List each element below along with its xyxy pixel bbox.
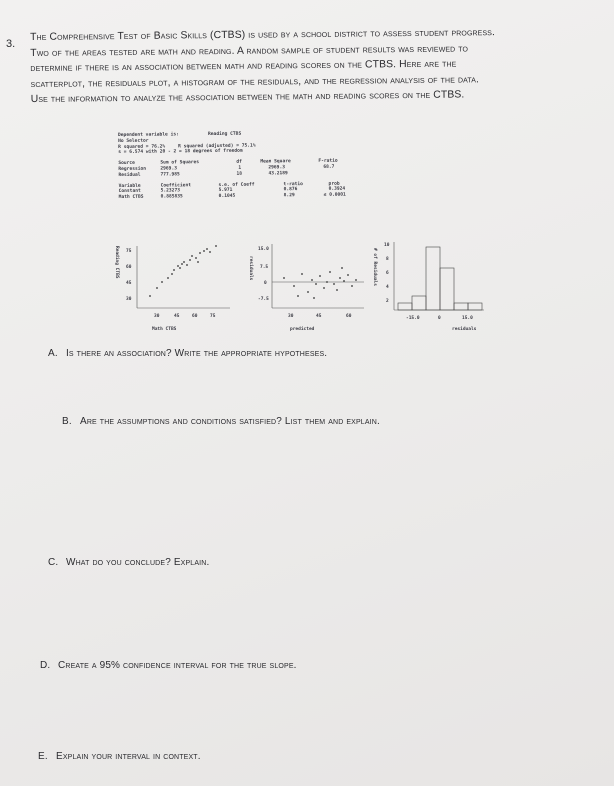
coef-cell: ≤ 0.0001 [323,192,346,199]
coef-cell: 8.29 [283,193,295,199]
histogram-ytick: 8 [386,257,389,262]
residuals-ytick: 0 [264,281,267,286]
r-squared: R squared = 76.2% [118,144,166,150]
scatter-point [149,295,151,297]
coef-cell: 0.876 [283,187,298,193]
problem-line: The Comprehensive Test of Basic Skills (CTBS) is used by a school district to assess student progress. [30,27,496,43]
coef-header: t-ratio [283,181,303,187]
scatter-ytick: 45 [126,281,132,286]
dependent-variable-value: Reading CTBS [207,131,242,138]
scatter-point [195,257,197,259]
residual-point [297,295,299,297]
scatter-ytick: 30 [126,297,132,302]
s-line: s = 6.574 with 20 - 2 = 18 degrees of freedom [118,149,243,156]
question-letter: A. [48,348,58,359]
anova-cell: 777.985 [160,172,180,178]
r-squared-adjusted: R squared (adjusted) = 75.1% [178,143,256,149]
anova-cell: Residual [118,172,141,178]
problem-line: determine if there is an association between math and reading scores on the CTBS. Here are the [30,58,457,75]
question-letter: B. [62,416,72,427]
residual-point [351,285,353,287]
question-letter: C. [48,557,59,568]
residual-point [307,291,309,293]
question-text: Explain your interval in context. [56,751,201,762]
residuals-ytick: 7.5 [260,265,269,270]
residual-point [311,279,313,281]
residual-point [319,275,321,277]
anova-header: Sum of Squares [160,160,200,166]
problem-line: Two of the areas tested are math and reading. A random sample of student results was reviewed to [30,43,469,59]
anova-header: Mean Square [260,159,291,165]
histogram-bar [398,303,412,310]
residual-point [333,283,335,285]
regression-output [118,130,379,201]
residual-point [326,281,328,283]
residual-point [341,267,343,269]
residual-point [329,271,331,273]
scatter-point [203,250,205,252]
coef-header: prob [328,181,340,187]
histogram-ytick: 2 [386,299,389,304]
residual-point [315,283,317,285]
question-text: Create a 95% confidence interval for the true slope. [58,660,297,671]
coef-cell: 0.1045 [218,193,236,200]
coef-cell: 5.971 [218,188,233,194]
scatter-point [186,264,188,266]
scatter-point [181,263,183,265]
residual-point [336,289,338,291]
scatter-point [161,281,163,283]
scatter-point [167,277,169,279]
residuals-ylabel: residuals [248,256,253,281]
question-e [38,751,201,762]
residuals-xtick: 45 [316,314,322,319]
coef-cell: Math CTBS [118,194,144,201]
anova-cell: Regression [118,166,147,172]
scatter-point [179,267,181,269]
anova-cell: 1 [238,165,242,171]
histogram-ytick: 10 [384,243,390,248]
scatter-xtick: 60 [192,314,198,319]
scatterplot [114,245,230,332]
scatter-ytick: 75 [126,249,132,254]
anova-cell: 43.2189 [268,171,288,177]
residuals-xtick: 30 [288,314,294,319]
scatter-ylabel: Reading CTBS [114,246,119,279]
scatter-point [171,273,173,275]
scatter-ytick: 60 [126,265,132,270]
histogram-bar [468,303,482,310]
selector-line: No Selector [118,138,149,144]
coef-cell: 0.885835 [160,194,183,200]
scatter-xtick: 75 [210,314,216,319]
scatter-point [189,259,191,261]
coef-header: Coefficient [160,182,192,189]
scatter-point [206,248,208,250]
question-c [48,557,209,568]
histogram-bar [426,247,440,310]
histogram-xtick: 0 [438,316,441,321]
histogram-bar [440,268,454,310]
histogram-xtick: -15.0 [406,316,420,321]
problem-line: Use the information to analyze the association between the math and reading scores on the CTBS. [30,89,465,106]
scatter-point [173,269,175,271]
scatter-xtick: 30 [154,314,160,319]
scatter-point [177,265,179,267]
residual-point [339,277,341,279]
anova-cell: 2969.3 [268,165,286,171]
histogram-ylabel: # of Residuals [372,248,377,286]
question-a [48,348,327,359]
histogram-bar [412,296,426,310]
anova-cell: 2969.3 [160,166,178,172]
problem-statement [30,24,606,108]
scatter-point [209,251,211,253]
scatter-point [215,245,217,247]
residual-point [347,274,349,276]
question-b [62,416,380,427]
problem-line: scatterplot, the residuals plot, a histogram of the residuals, and the regression analysis of the data. [30,74,480,90]
anova-cell: 18 [236,171,243,177]
anova-header: Source [118,161,135,167]
residual-point [355,279,357,281]
histogram-ytick: 4 [386,285,389,290]
question-letter: D. [40,660,51,671]
anova-cell: 68.7 [323,164,335,170]
question-text: Is there an association? Write the appropriate hypotheses. [66,348,328,359]
histogram-ytick: 6 [386,271,389,276]
dependent-variable-label: Dependent variable is: [118,132,179,138]
residuals-plot [248,244,364,332]
residuals-ytick: 15.0 [258,247,269,252]
residuals-xlabel: predicted [290,327,315,332]
scatter-point [199,252,201,254]
question-text: What do you conclude? Explain. [66,557,210,568]
residual-point [293,285,295,287]
residual-point [283,277,285,279]
scatter-point [197,261,199,263]
problem-number: 3. [6,38,16,50]
coef-header: Variable [118,183,141,189]
residuals-xtick: 60 [346,314,352,319]
coef-cell: 5.23273 [160,188,181,194]
residual-point [343,280,345,282]
coef-cell: Constant [118,189,141,195]
histogram-xlabel: residuals [452,327,477,332]
residuals-ytick: -7.5 [258,297,269,302]
histogram-bar [454,303,468,310]
anova-header: F-ratio [318,158,338,165]
residuals-histogram [372,242,484,332]
question-text: Are the assumptions and conditions satisfied? List them and explain. [80,416,380,427]
coef-cell: 0.3924 [328,186,346,193]
residual-point [323,287,325,289]
scatter-xlabel: Math CTBS [152,327,177,332]
residual-point [301,273,303,275]
anova-header: df [236,159,242,165]
histogram-xtick: 15.0 [462,316,473,321]
scatter-point [183,261,185,263]
plots-figure [112,238,492,348]
residual-point [313,297,315,299]
scatter-point [156,287,158,289]
scatter-xtick: 45 [174,314,180,319]
coef-header: s.e. of Coeff [218,182,255,188]
question-d [40,660,297,671]
question-letter: E. [38,751,48,762]
scatter-point [191,255,193,257]
